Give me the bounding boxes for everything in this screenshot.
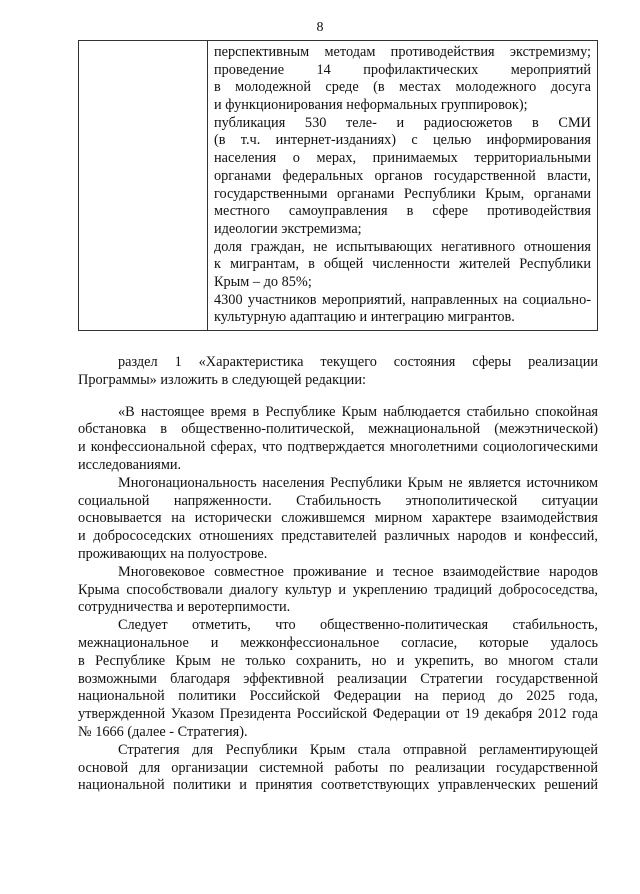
text-line: Стратегия для Республики Крым стала отправной регламентирующей bbox=[118, 741, 598, 758]
table-text-line: органами федеральных органов государственной власти, bbox=[214, 167, 591, 184]
paragraph-strategy bbox=[78, 742, 598, 795]
text-line: в Республике Крым не только сохранить, но и укрепить, во многом стали bbox=[78, 652, 598, 669]
table-text-line: населения о мерах, принимаемых территориальными bbox=[214, 150, 591, 167]
table-text-line: проведение 14 профилактических мероприятий bbox=[214, 61, 591, 78]
table-row bbox=[79, 41, 598, 331]
page-number: 8 bbox=[316, 20, 324, 35]
intro-paragraph bbox=[78, 354, 598, 390]
text-line: № 1666 (далее - Стратегия). bbox=[78, 723, 248, 740]
table-text-line: местного самоуправления в сфере противодействия bbox=[214, 203, 591, 220]
text-line: возможными благодаря эффективной реализации Стратегии государственной bbox=[78, 670, 598, 687]
text-line: и добрососедских отношениях представителей различных народов и конфессий, bbox=[78, 528, 598, 545]
paragraph-coexistence bbox=[78, 564, 598, 617]
table-text-line: идеологии экстремизма; bbox=[214, 220, 362, 237]
text-line: обстановка в общественно-политической, межнациональной (межэтнической) bbox=[78, 421, 598, 438]
table-text-line: доля граждан, не испытывающих негативного отношения bbox=[214, 238, 591, 255]
text-line: национальной политики Российской Федерации на период до 2025 года, bbox=[78, 688, 598, 705]
text-line: основывается на исторически сложившемся мирном характере взаимодействия bbox=[78, 510, 598, 527]
paragraph-stability bbox=[78, 617, 598, 742]
text-line: утвержденной Указом Президента Российской Федерации от 19 декабря 2012 года bbox=[78, 706, 598, 723]
text-line: Многовековое совместное проживание и тесное взаимодействие народов bbox=[118, 563, 598, 580]
table-text-line: государственными органами Республики Крым, органами bbox=[214, 185, 591, 202]
document-body bbox=[78, 354, 598, 795]
paragraph-multinational bbox=[78, 475, 598, 564]
text-line: основой для организации системной работы по реализации государственной bbox=[78, 759, 598, 776]
text-line: проживающих на полуострове. bbox=[78, 545, 268, 562]
table-text-line: (в т.ч. интернет-изданиях) с целью информирования bbox=[214, 132, 591, 149]
text-line: раздел 1 «Характеристика текущего состояния сферы реализации bbox=[118, 354, 598, 370]
table-text-line: культурную адаптацию и интеграцию мигрантов. bbox=[214, 309, 515, 326]
table-cell-empty bbox=[79, 41, 208, 331]
table-text-line: и функционирования неформальных группировок); bbox=[214, 97, 528, 114]
paragraph-situation bbox=[78, 404, 598, 475]
table-text-line: публикация 530 теле- и радиосюжетов в СМИ bbox=[214, 114, 591, 131]
text-line: Следует отметить, что общественно-политическая стабильность, bbox=[118, 617, 598, 634]
table-text-line: 4300 участников мероприятий, направленных на социально- bbox=[214, 291, 591, 308]
table-text-line: Крым – до 85%; bbox=[214, 273, 312, 290]
table-text-line: к мигрантам, в общей численности жителей Республики bbox=[214, 256, 591, 273]
text-line: «В настоящее время в Республике Крым наблюдается стабильно спокойная bbox=[118, 403, 598, 420]
text-line: социальной напряженности. Стабильность этнополитической ситуации bbox=[78, 492, 598, 509]
text-line: национальной политики и принятия соответствующих управленческих решений bbox=[78, 777, 598, 794]
content-table bbox=[78, 40, 598, 331]
text-line: и конфессиональной сферах, что подтверждается многолетними социологическими bbox=[78, 439, 598, 456]
text-line: Многонациональность населения Республики Крым не является источником bbox=[118, 474, 598, 491]
table-text-line: в молодежной среде (в местах молодежного досуга bbox=[214, 79, 591, 96]
table-text-line: перспективным методам противодействия экстремизму; bbox=[214, 44, 591, 60]
text-line: Крыма способствовали диалогу культур и укреплению традиций добрососедства, bbox=[78, 581, 598, 598]
table-cell-indicators bbox=[208, 41, 598, 331]
text-line: межнациональное и межконфессиональное согласие, которые удалось bbox=[78, 634, 598, 651]
text-line: Программы» изложить в следующей редакции: bbox=[78, 371, 366, 388]
text-line: сотрудничества и веротерпимости. bbox=[78, 599, 291, 616]
text-line: исследованиями. bbox=[78, 456, 182, 473]
